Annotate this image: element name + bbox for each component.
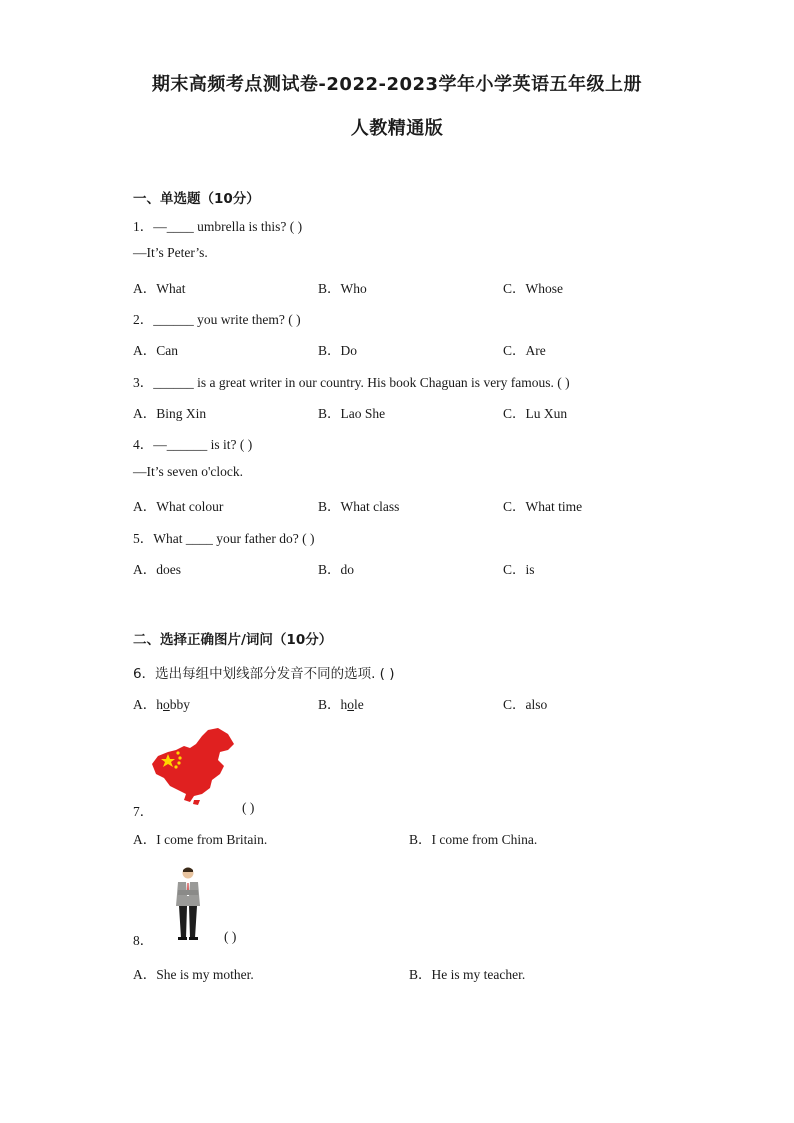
question-5-stem: 5．What ____ your father do? ( ) [133,531,315,546]
question-1-option-c[interactable]: C．Whose [503,281,563,296]
left-leg [179,906,187,938]
folded-arms [178,890,198,895]
question-3-option-c[interactable]: C．Lu Xun [503,406,568,421]
page-subtitle: 人教精通版 [350,118,444,139]
option-prefix: A．h [133,697,163,712]
right-shoe [189,937,198,940]
left-shoe [178,937,187,940]
question-6-stem: 6．选出每组中划线部分发音不同的选项. ( ) [133,666,395,682]
question-6-option-c[interactable]: C．also [503,697,548,712]
question-4-reply: —It’s seven o'clock. [133,464,244,479]
question-4-option-c[interactable]: C．What time [503,499,583,514]
question-5-option-a[interactable]: A．does [133,562,181,577]
option-suffix: bby [169,697,190,712]
china-flag-map-image [150,726,242,806]
question-6-option-a[interactable] [133,693,190,713]
section-heading-2: 二、选择正确图片/词问（10分） [133,632,333,648]
question-2-option-a[interactable]: A．Can [133,343,178,358]
question-8-option-b[interactable]: B．He is my teacher. [409,967,526,982]
teacher-figure-image [170,866,206,942]
question-1-option-b[interactable]: B．Who [318,281,367,296]
star-icon [176,751,179,754]
question-2-option-c[interactable]: C．Are [503,343,546,358]
question-8-number: 8． [133,933,154,948]
question-4-stem: 4．—______ is it? ( ) [133,437,253,452]
hair [183,868,193,873]
question-3-option-a[interactable]: A．Bing Xin [133,406,207,421]
question-7-number: 7． [133,804,154,819]
question-7-paren: ( ) [242,800,255,815]
page-title: 期末高频考点测试卷-2022-2023学年小学英语五年级上册 [151,74,643,95]
question-1-reply: —It’s Peter’s. [133,245,208,260]
question-6-option-b[interactable] [318,693,364,713]
question-2-option-b[interactable]: B．Do [318,343,358,358]
question-4-option-a[interactable]: A．What colour [133,499,224,514]
question-7-option-b[interactable]: B．I come from China. [409,832,538,847]
option-prefix: B．h [318,697,348,712]
question-7-option-a[interactable]: A．I come from Britain. [133,832,268,847]
star-icon [177,761,180,764]
question-1-option-a[interactable]: A．What [133,281,186,296]
question-3-option-b[interactable]: B．Lao She [318,406,386,421]
star-icon [178,756,181,759]
question-5-option-c[interactable]: C．is [503,562,535,577]
underlined-letter: o [347,697,355,712]
question-1-stem: 1．—____ umbrella is this? ( ) [133,219,303,234]
section-heading-1: 一、单选题（10分） [133,191,260,207]
question-4-option-b[interactable]: B．What class [318,499,400,514]
star-icon [174,765,177,768]
map-island [193,800,200,805]
question-8-paren: ( ) [224,929,237,944]
question-2-stem: 2．______ you write them? ( ) [133,312,301,327]
question-5-option-b[interactable]: B．do [318,562,355,577]
right-leg [189,906,197,938]
underlined-letter: o [163,697,170,712]
option-suffix: le [354,697,364,712]
question-8-option-a[interactable]: A．She is my mother. [133,967,254,982]
question-3-stem: 3．______ is a great writer in our country. His book Chaguan is very famous. ( ) [133,375,570,390]
